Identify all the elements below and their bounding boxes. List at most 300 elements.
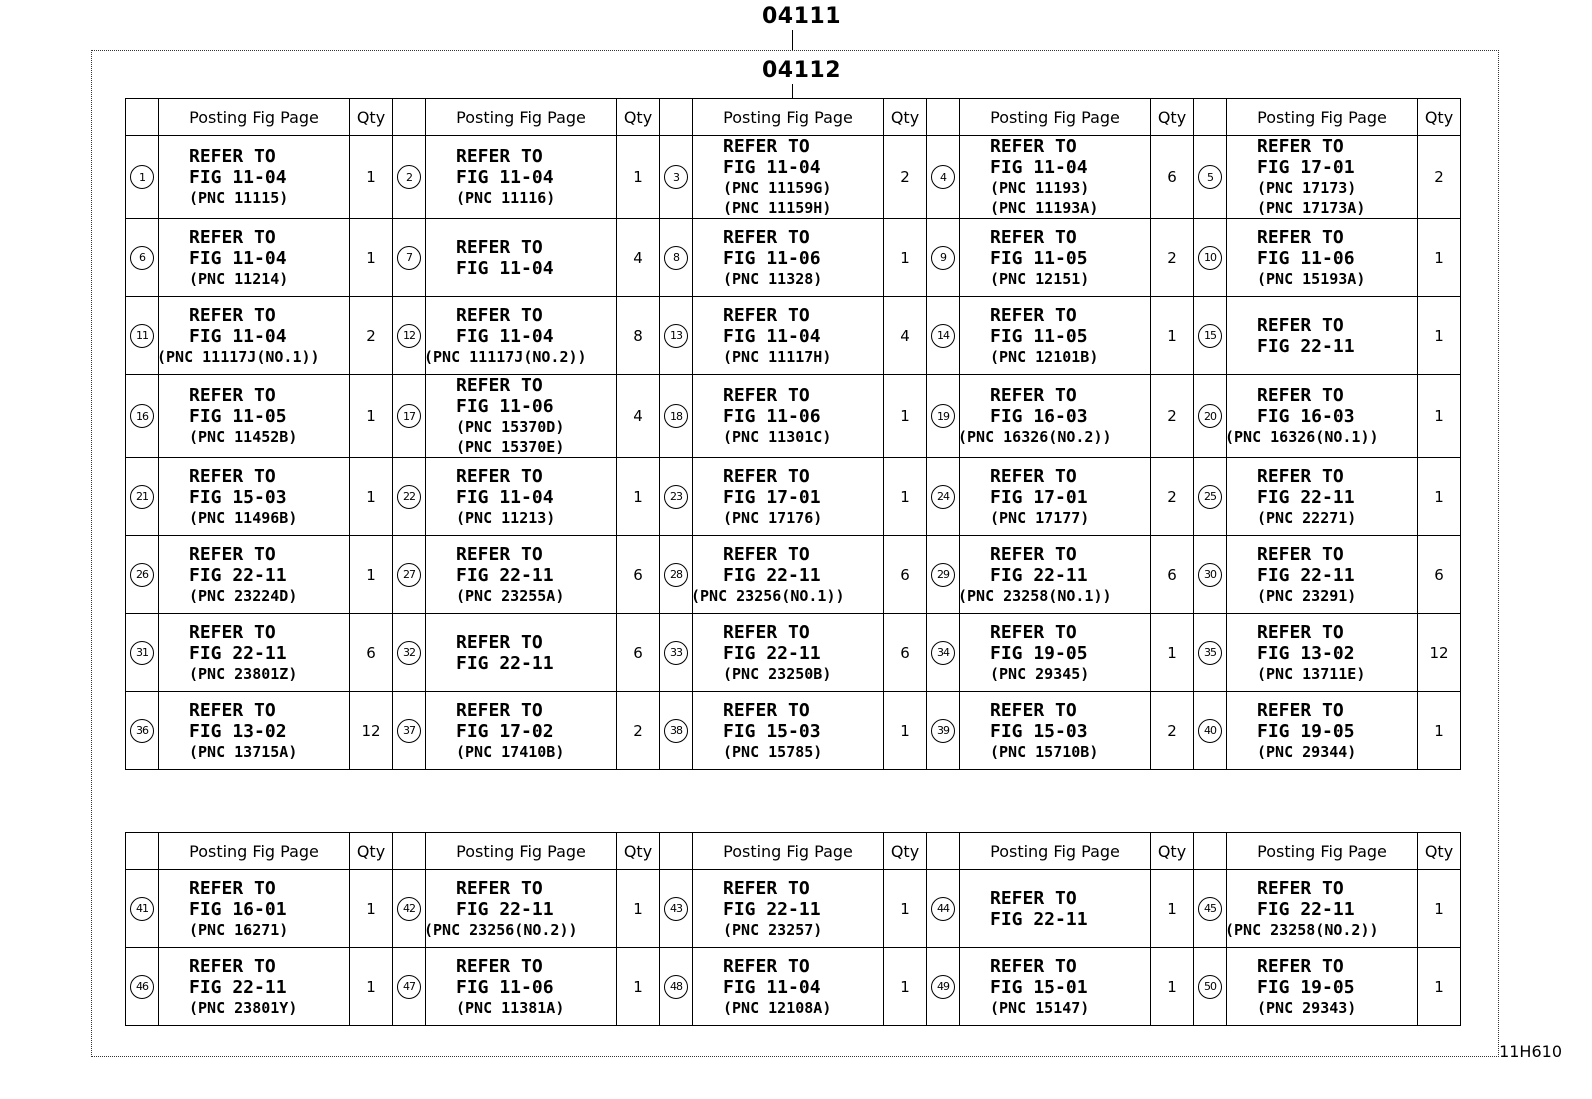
- refer-to-text: REFER TO: [189, 699, 276, 721]
- refer-to-text: REFER TO: [990, 621, 1077, 643]
- inner-ref-label: 04112: [762, 58, 842, 83]
- header-qty: Qty: [884, 833, 927, 870]
- item-number-cell: [393, 948, 426, 1026]
- reference-cell: [693, 948, 884, 1026]
- item-number-badge: 31: [130, 641, 154, 665]
- table-row: [126, 458, 1461, 536]
- item-number-badge: 36: [130, 719, 154, 743]
- pnc-text: (PNC 12108A): [723, 998, 832, 1017]
- fig-page-text: FIG 22-11: [990, 908, 1088, 930]
- item-number-badge: 5: [1198, 165, 1222, 189]
- reference-cell: [159, 870, 350, 948]
- quantity-cell: 2: [1151, 219, 1194, 297]
- fig-page-text: FIG 15-01: [990, 976, 1088, 998]
- pnc-text: (PNC 11117J(NO.2)): [424, 347, 587, 366]
- fig-page-text: FIG 17-02: [456, 720, 554, 742]
- item-number-badge: 9: [931, 246, 955, 270]
- fig-page-text: FIG 17-01: [1257, 157, 1355, 178]
- refer-to-text: REFER TO: [456, 955, 543, 977]
- fig-page-text: FIG 17-01: [723, 486, 821, 508]
- table-row: [126, 614, 1461, 692]
- refer-to-text: REFER TO: [723, 226, 810, 248]
- header-number-cell: [927, 99, 960, 136]
- reference-cell: [960, 692, 1151, 770]
- pnc-text: (PNC 11301C): [723, 428, 832, 446]
- item-number-badge: 22: [397, 485, 421, 509]
- pnc-text: (PNC 23256(NO.1)): [691, 586, 845, 605]
- pnc-text: (PNC 12101B): [990, 347, 1099, 366]
- item-number-cell: [927, 692, 960, 770]
- quantity-cell: 1: [350, 375, 393, 458]
- refer-to-text: REFER TO: [1257, 465, 1344, 487]
- refer-to-text: REFER TO: [1257, 621, 1344, 643]
- item-number-cell: [393, 219, 426, 297]
- fig-page-text: FIG 19-05: [1257, 976, 1355, 998]
- quantity-cell: 6: [1151, 536, 1194, 614]
- item-number-badge: 11: [130, 324, 154, 348]
- pnc-text: (PNC 17173): [1257, 179, 1357, 197]
- table-row: [126, 870, 1461, 948]
- item-number-badge: 45: [1198, 897, 1222, 921]
- fig-page-text: FIG 22-11: [456, 652, 554, 674]
- quantity-cell: 1: [617, 458, 660, 536]
- refer-to-text: REFER TO: [456, 543, 543, 565]
- item-number-cell: [393, 375, 426, 458]
- item-number-cell: [393, 692, 426, 770]
- item-number-cell: [393, 614, 426, 692]
- quantity-cell: 1: [1418, 458, 1461, 536]
- item-number-cell: [393, 458, 426, 536]
- item-number-badge: 16: [130, 404, 154, 428]
- item-number-badge: 41: [130, 897, 154, 921]
- reference-cell: [159, 692, 350, 770]
- quantity-cell: 1: [1151, 297, 1194, 375]
- pnc-text: (PNC 23291): [1257, 586, 1357, 605]
- item-number-cell: [660, 948, 693, 1026]
- reference-cell: [426, 375, 617, 458]
- table-header-row: [126, 833, 1461, 870]
- refer-to-text: REFER TO: [1257, 314, 1344, 336]
- item-number-cell: [126, 536, 159, 614]
- refer-to-text: REFER TO: [456, 465, 543, 487]
- pnc-text: (PNC 11452B): [189, 428, 298, 446]
- item-number-cell: [1194, 375, 1227, 458]
- quantity-cell: 1: [617, 136, 660, 219]
- item-number-cell: [660, 870, 693, 948]
- fig-page-text: FIG 11-04: [456, 167, 554, 188]
- reference-cell: [693, 692, 884, 770]
- reference-cell: [426, 219, 617, 297]
- pnc-text: (PNC 15370E): [456, 438, 565, 456]
- header-number-cell: [126, 833, 159, 870]
- quantity-cell: 1: [350, 136, 393, 219]
- item-number-cell: [1194, 219, 1227, 297]
- header-qty: Qty: [350, 833, 393, 870]
- refer-to-text: REFER TO: [1257, 955, 1344, 977]
- quantity-cell: 1: [350, 870, 393, 948]
- item-number-cell: [126, 692, 159, 770]
- fig-page-text: FIG 11-06: [723, 406, 821, 427]
- reference-cell: [159, 948, 350, 1026]
- reference-cell: [960, 614, 1151, 692]
- fig-page-text: FIG 11-04: [189, 325, 287, 347]
- item-number-cell: [660, 297, 693, 375]
- refer-to-text: REFER TO: [990, 465, 1077, 487]
- header-qty: Qty: [1151, 99, 1194, 136]
- item-number-cell: [393, 297, 426, 375]
- reference-cell: [426, 692, 617, 770]
- reference-cell: [960, 458, 1151, 536]
- pnc-text: (PNC 11496B): [189, 508, 298, 527]
- item-number-cell: [927, 948, 960, 1026]
- quantity-cell: 2: [1151, 692, 1194, 770]
- pnc-text: (PNC 13715A): [189, 742, 298, 761]
- reference-cell: [426, 536, 617, 614]
- item-number-badge: 12: [397, 324, 421, 348]
- refer-to-text: REFER TO: [990, 385, 1077, 406]
- fig-page-text: FIG 11-06: [723, 247, 821, 269]
- quantity-cell: 6: [884, 536, 927, 614]
- item-number-badge: 27: [397, 563, 421, 587]
- item-number-badge: 48: [664, 975, 688, 999]
- item-number-badge: 30: [1198, 563, 1222, 587]
- item-number-badge: 49: [931, 975, 955, 999]
- item-number-badge: 47: [397, 975, 421, 999]
- illustration-code: 11H610: [1499, 1042, 1562, 1061]
- quantity-cell: 6: [1418, 536, 1461, 614]
- pnc-text: (PNC 15710B): [990, 742, 1099, 761]
- fig-page-text: FIG 11-04: [456, 486, 554, 508]
- pnc-text: (PNC 16326(NO.2)): [958, 428, 1112, 446]
- header-number-cell: [660, 833, 693, 870]
- quantity-cell: 1: [617, 870, 660, 948]
- refer-to-text: REFER TO: [990, 887, 1077, 909]
- refer-to-text: REFER TO: [1257, 136, 1344, 157]
- pnc-text: (PNC 17173A): [1257, 199, 1366, 217]
- table-row: [126, 219, 1461, 297]
- pnc-text: (PNC 23256(NO.2)): [424, 920, 578, 939]
- refer-to-text: REFER TO: [189, 621, 276, 643]
- fig-page-text: FIG 11-05: [189, 406, 287, 427]
- pnc-text: (PNC 23250B): [723, 664, 832, 683]
- item-number-cell: [1194, 948, 1227, 1026]
- item-number-cell: [1194, 536, 1227, 614]
- reference-cell: [159, 297, 350, 375]
- header-qty: Qty: [884, 99, 927, 136]
- pnc-text: (PNC 11159G): [723, 179, 832, 197]
- reference-cell: [693, 458, 884, 536]
- item-number-cell: [126, 870, 159, 948]
- quantity-cell: 8: [617, 297, 660, 375]
- refer-to-text: REFER TO: [456, 146, 543, 167]
- item-number-cell: [126, 297, 159, 375]
- refer-to-text: REFER TO: [1257, 877, 1344, 899]
- item-number-badge: 26: [130, 563, 154, 587]
- refer-to-text: REFER TO: [189, 146, 276, 167]
- pnc-text: (PNC 17410B): [456, 742, 565, 761]
- fig-page-text: FIG 22-11: [189, 976, 287, 998]
- reference-cell: [693, 870, 884, 948]
- quantity-cell: 1: [1418, 297, 1461, 375]
- fig-page-text: FIG 16-03: [990, 406, 1088, 427]
- quantity-cell: 1: [884, 692, 927, 770]
- refer-to-text: REFER TO: [723, 621, 810, 643]
- item-number-badge: 2: [397, 165, 421, 189]
- fig-page-text: FIG 22-11: [1257, 486, 1355, 508]
- reference-cell: [1227, 219, 1418, 297]
- quantity-cell: 1: [884, 458, 927, 536]
- header-fig-page: Posting Fig Page: [1227, 99, 1418, 136]
- refer-to-text: REFER TO: [990, 955, 1077, 977]
- pnc-text: (PNC 29344): [1257, 742, 1357, 761]
- fig-page-text: FIG 22-11: [723, 898, 821, 920]
- quantity-cell: 6: [884, 614, 927, 692]
- fig-page-text: FIG 11-05: [990, 247, 1088, 269]
- reference-cell: [960, 375, 1151, 458]
- fig-page-text: FIG 11-04: [990, 157, 1088, 178]
- reference-cell: [159, 536, 350, 614]
- fig-page-text: FIG 22-11: [723, 642, 821, 664]
- quantity-cell: 2: [884, 136, 927, 219]
- quantity-cell: 4: [617, 375, 660, 458]
- table-row: [126, 375, 1461, 458]
- reference-cell: [693, 297, 884, 375]
- header-fig-page: Posting Fig Page: [693, 833, 884, 870]
- item-number-cell: [393, 136, 426, 219]
- item-number-badge: 35: [1198, 641, 1222, 665]
- pnc-text: (PNC 11115): [189, 189, 289, 207]
- reference-cell: [1227, 136, 1418, 219]
- pnc-text: (PNC 23258(NO.1)): [958, 586, 1112, 605]
- pnc-text: (PNC 23224D): [189, 586, 298, 605]
- item-number-badge: 50: [1198, 975, 1222, 999]
- pnc-text: (PNC 11213): [456, 508, 556, 527]
- pnc-text: (PNC 15370D): [456, 418, 565, 436]
- item-number-cell: [660, 375, 693, 458]
- fig-page-text: FIG 19-05: [1257, 720, 1355, 742]
- reference-cell: [159, 136, 350, 219]
- table-header-row: [126, 99, 1461, 136]
- fig-page-text: FIG 13-02: [1257, 642, 1355, 664]
- item-number-cell: [927, 219, 960, 297]
- item-number-badge: 29: [931, 563, 955, 587]
- fig-page-text: FIG 22-11: [1257, 564, 1355, 586]
- header-number-cell: [1194, 99, 1227, 136]
- item-number-cell: [126, 136, 159, 219]
- item-number-badge: 23: [664, 485, 688, 509]
- quantity-cell: 6: [617, 536, 660, 614]
- item-number-cell: [927, 136, 960, 219]
- refer-to-text: REFER TO: [723, 385, 810, 406]
- pnc-text: (PNC 29345): [990, 664, 1090, 683]
- refer-to-text: REFER TO: [990, 226, 1077, 248]
- quantity-cell: 12: [1418, 614, 1461, 692]
- quantity-cell: 1: [884, 948, 927, 1026]
- fig-page-text: FIG 13-02: [189, 720, 287, 742]
- inner-leader-line: [792, 84, 793, 99]
- quantity-cell: 1: [1151, 948, 1194, 1026]
- quantity-cell: 6: [350, 614, 393, 692]
- item-number-badge: 39: [931, 719, 955, 743]
- pnc-text: (PNC 13711E): [1257, 664, 1366, 683]
- refer-to-text: REFER TO: [456, 631, 543, 653]
- quantity-cell: 1: [1418, 870, 1461, 948]
- reference-cell: [1227, 375, 1418, 458]
- item-number-cell: [660, 536, 693, 614]
- quantity-cell: 1: [617, 948, 660, 1026]
- item-number-cell: [126, 614, 159, 692]
- item-number-cell: [660, 219, 693, 297]
- table-row: [126, 536, 1461, 614]
- fig-page-text: FIG 11-04: [189, 167, 287, 188]
- table-row: [126, 297, 1461, 375]
- item-number-cell: [927, 614, 960, 692]
- quantity-cell: 1: [1151, 870, 1194, 948]
- fig-page-text: FIG 17-01: [990, 486, 1088, 508]
- pnc-text: (PNC 17177): [990, 508, 1090, 527]
- item-number-badge: 33: [664, 641, 688, 665]
- pnc-text: (PNC 11328): [723, 269, 823, 288]
- refer-to-text: REFER TO: [456, 375, 543, 396]
- quantity-cell: 6: [617, 614, 660, 692]
- item-number-badge: 1: [130, 165, 154, 189]
- item-number-cell: [660, 136, 693, 219]
- reference-cell: [159, 219, 350, 297]
- fig-page-text: FIG 16-03: [1257, 406, 1355, 427]
- fig-page-text: FIG 15-03: [723, 720, 821, 742]
- item-number-badge: 6: [130, 246, 154, 270]
- reference-cell: [693, 136, 884, 219]
- table-row: [126, 692, 1461, 770]
- reference-cell: [426, 136, 617, 219]
- reference-cell: [159, 458, 350, 536]
- item-number-badge: 19: [931, 404, 955, 428]
- pnc-text: (PNC 15193A): [1257, 269, 1366, 288]
- refer-to-text: REFER TO: [1257, 699, 1344, 721]
- reference-table-1: [125, 98, 1461, 770]
- reference-cell: [960, 536, 1151, 614]
- header-fig-page: Posting Fig Page: [159, 99, 350, 136]
- item-number-badge: 44: [931, 897, 955, 921]
- item-number-cell: [126, 948, 159, 1026]
- header-number-cell: [126, 99, 159, 136]
- pnc-text: (PNC 29343): [1257, 998, 1357, 1017]
- item-number-badge: 34: [931, 641, 955, 665]
- fig-page-text: FIG 22-11: [189, 642, 287, 664]
- pnc-text: (PNC 11214): [189, 269, 289, 288]
- item-number-cell: [1194, 614, 1227, 692]
- fig-page-text: FIG 11-04: [456, 325, 554, 347]
- pnc-text: (PNC 11117H): [723, 347, 832, 366]
- refer-to-text: REFER TO: [189, 543, 276, 565]
- item-number-cell: [927, 375, 960, 458]
- refer-to-text: REFER TO: [1257, 543, 1344, 565]
- fig-page-text: FIG 22-11: [189, 564, 287, 586]
- refer-to-text: REFER TO: [990, 543, 1077, 565]
- fig-page-text: FIG 11-04: [723, 325, 821, 347]
- item-number-badge: 20: [1198, 404, 1222, 428]
- fig-page-text: FIG 22-11: [456, 564, 554, 586]
- header-number-cell: [1194, 833, 1227, 870]
- header-fig-page: Posting Fig Page: [426, 833, 617, 870]
- header-fig-page: Posting Fig Page: [693, 99, 884, 136]
- item-number-badge: 32: [397, 641, 421, 665]
- refer-to-text: REFER TO: [189, 385, 276, 406]
- pnc-text: (PNC 15785): [723, 742, 823, 761]
- pnc-text: (PNC 12151): [990, 269, 1090, 288]
- item-number-cell: [393, 536, 426, 614]
- refer-to-text: REFER TO: [723, 136, 810, 157]
- item-number-cell: [1194, 136, 1227, 219]
- pnc-text: (PNC 11117J(NO.1)): [157, 347, 320, 366]
- quantity-cell: 1: [1418, 375, 1461, 458]
- pnc-text: (PNC 17176): [723, 508, 823, 527]
- reference-cell: [960, 297, 1151, 375]
- reference-cell: [960, 948, 1151, 1026]
- header-fig-page: Posting Fig Page: [1227, 833, 1418, 870]
- refer-to-text: REFER TO: [189, 465, 276, 487]
- reference-cell: [960, 219, 1151, 297]
- pnc-text: (PNC 23801Y): [189, 998, 298, 1017]
- item-number-cell: [927, 297, 960, 375]
- pnc-text: (PNC 11159H): [723, 199, 832, 217]
- header-qty: Qty: [1151, 833, 1194, 870]
- pnc-text: (PNC 16271): [189, 920, 289, 939]
- quantity-cell: 12: [350, 692, 393, 770]
- item-number-cell: [126, 458, 159, 536]
- fig-page-text: FIG 11-04: [189, 247, 287, 269]
- header-number-cell: [393, 833, 426, 870]
- item-number-badge: 18: [664, 404, 688, 428]
- header-qty: Qty: [617, 833, 660, 870]
- item-number-cell: [927, 458, 960, 536]
- item-number-cell: [1194, 297, 1227, 375]
- header-fig-page: Posting Fig Page: [159, 833, 350, 870]
- item-number-badge: 28: [664, 563, 688, 587]
- header-number-cell: [393, 99, 426, 136]
- quantity-cell: 1: [350, 536, 393, 614]
- quantity-cell: 2: [617, 692, 660, 770]
- reference-cell: [1227, 458, 1418, 536]
- pnc-text: (PNC 11193A): [990, 199, 1099, 217]
- quantity-cell: 2: [1151, 375, 1194, 458]
- item-number-badge: 43: [664, 897, 688, 921]
- item-number-cell: [126, 219, 159, 297]
- quantity-cell: 1: [350, 458, 393, 536]
- item-number-cell: [393, 870, 426, 948]
- quantity-cell: 1: [884, 375, 927, 458]
- fig-page-text: FIG 11-06: [456, 396, 554, 417]
- fig-page-text: FIG 11-04: [723, 157, 821, 178]
- pnc-text: (PNC 16326(NO.1)): [1225, 428, 1379, 446]
- outer-ref-label: 04111: [762, 4, 842, 29]
- fig-page-text: FIG 11-04: [456, 257, 554, 279]
- quantity-cell: 1: [884, 219, 927, 297]
- quantity-cell: 1: [884, 870, 927, 948]
- reference-cell: [426, 297, 617, 375]
- refer-to-text: REFER TO: [723, 465, 810, 487]
- refer-to-text: REFER TO: [189, 955, 276, 977]
- refer-to-text: REFER TO: [189, 304, 276, 326]
- reference-cell: [960, 136, 1151, 219]
- refer-to-text: REFER TO: [456, 877, 543, 899]
- refer-to-text: REFER TO: [1257, 385, 1344, 406]
- fig-page-text: FIG 22-11: [723, 564, 821, 586]
- item-number-cell: [660, 692, 693, 770]
- header-qty: Qty: [350, 99, 393, 136]
- pnc-text: (PNC 15147): [990, 998, 1090, 1017]
- table-row: [126, 136, 1461, 219]
